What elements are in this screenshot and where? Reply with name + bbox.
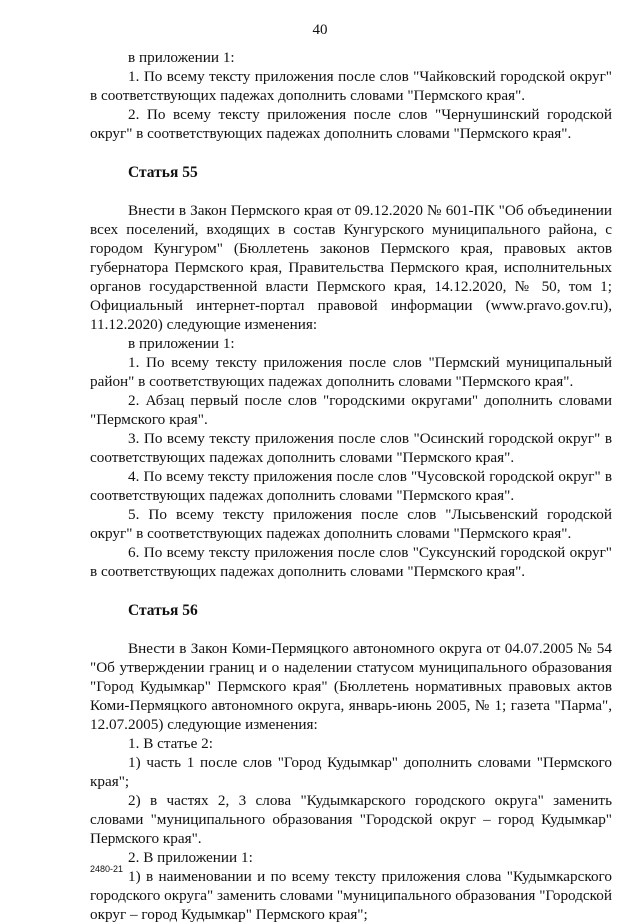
list-item: 6. По всему тексту приложения после слов "Суксунский городской округ" в соответствующих падежах дополнить словами "Пермского края". <box>90 544 612 580</box>
list-item: 1. В статье 2: <box>128 735 213 752</box>
paragraph: Внести в Закон Пермского края от 09.12.2020 № 601-ПК "Об объединении всех поселений, входящих в состав Кунгурского муниципального района, с городом Кунгуром" (Бюллетень законов Пермского края, правовых актов губернатора Пермского края, Правительства Пермского края, исполнительных органов государственной власти Пермского края, 14.12.2020, № 50, том 1; Официальный интернет-портал правовой информации (www.pravo.gov.ru), 11.12.2020) следующие изменения: <box>90 202 612 333</box>
list-item: 2. В приложении 1: <box>128 849 253 866</box>
paragraph: 1. По всему тексту приложения после слов "Чайковский городской округ" в соответствующих падежах дополнить словами "Пермского края". <box>90 68 612 104</box>
list-item: 4. По всему тексту приложения после слов "Чусовской городской округ" в соответствующих падежах дополнить словами "Пермского края". <box>90 468 612 504</box>
page-number: 40 <box>312 22 328 38</box>
paragraph: 2. По всему тексту приложения после слов "Чернушинский городской округ" в соответствующих падежах дополнить словами "Пермского края". <box>90 106 612 142</box>
list-item: 1. По всему тексту приложения после слов "Пермский муниципальный район" в соответствующих падежах дополнить словами "Пермского края". <box>90 354 612 390</box>
paragraph: в приложении 1: <box>128 49 235 66</box>
document-code: 2480-21 <box>90 864 124 874</box>
list-item: 1) в наименовании и по всему тексту приложения слова "Кудымкарского городского округа" заменить словами "муниципального образования "Городской округ – город Кудымкар" Пермского края"; <box>90 868 612 923</box>
list-item: 2) в частях 2, 3 слова "Кудымкарского городского округа" заменить словами "муниципального образования "Городской округ – город Кудымкар" Пермского края". <box>90 792 612 847</box>
list-item: 2. Абзац первый после слов "городскими округами" дополнить словами "Пермского края". <box>90 392 612 428</box>
article-heading: Статья 56 <box>128 602 198 619</box>
document-body <box>90 48 612 924</box>
list-item: 1) часть 1 после слов "Город Кудымкар" дополнить словами "Пермского края"; <box>90 754 612 790</box>
list-item: 5. По всему тексту приложения после слов "Лысьвенский городской округ" в соответствующих падежах дополнить словами "Пермского края". <box>90 506 612 542</box>
paragraph: в приложении 1: <box>128 335 235 352</box>
list-item: 3. По всему тексту приложения после слов "Осинский городской округ" в соответствующих падежах дополнить словами "Пермского края". <box>90 430 612 466</box>
paragraph: Внести в Закон Коми-Пермяцкого автономного округа от 04.07.2005 № 54 "Об утверждении границ и о наделении статусом муниципального образования "Город Кудымкар" Пермского края" (Бюллетень нормативных правовых актов Коми-Пермяцкого автономного округа, январь-июнь 2005, № 1; газета "Парма", 12.07.2005) следующие изменения: <box>90 640 612 733</box>
article-heading: Статья 55 <box>128 164 198 181</box>
